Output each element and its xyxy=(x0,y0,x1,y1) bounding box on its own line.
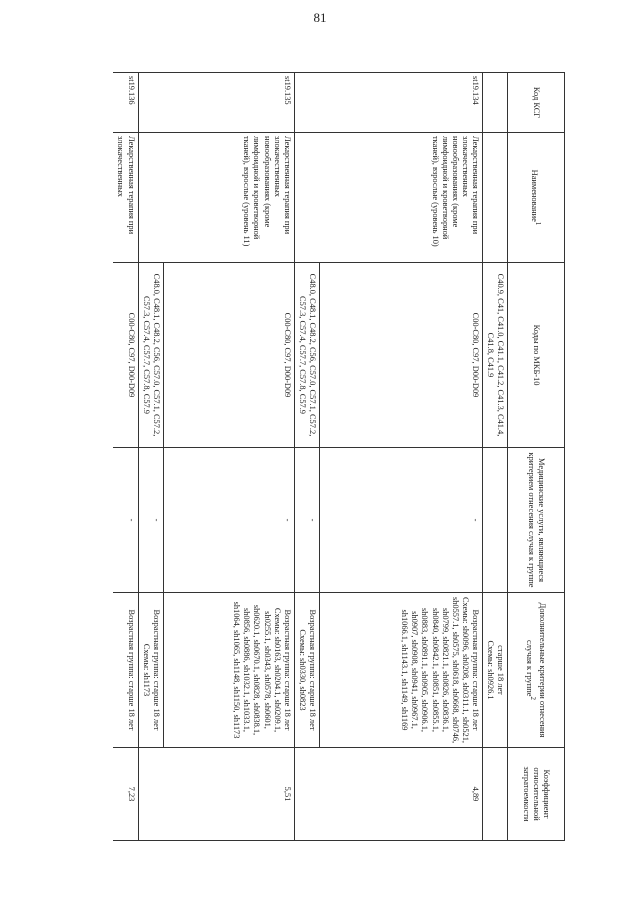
cell-icd: C48.0, C48.1, C48.2, C56, C57.0, C57.1, C57.2, C57.3, C57.4, C57.7, C57.8, C57.9 xyxy=(294,263,319,448)
criteria-text: старше 18 лет Схемы: sh0926.1 xyxy=(485,640,505,700)
criteria-text: Возрастная группа: старше 18 лет Схемы: sh0096, sh0208, sh0311.1, sh0521, sh0557.1, sh0575, sh0618, sh0668, sh0746, sh0799, sh0821.1, sh0826, sh0836.1, sh0840, sh0842.1, sh0851, sh0855.1, sh0883, sh0891.1, sh0905, sh0906.1, sh0907, sh0908, sh0941, sh0967.1, sh1066.1, sh1143.1, sh1149, sh1169 xyxy=(400,596,480,744)
cell-name: Лекарственная терапия при злокачественных xyxy=(113,133,138,263)
cell-criteria xyxy=(294,593,319,748)
cell-criteria xyxy=(113,593,138,748)
criteria-text: Возрастная группа: старше 18 лет Схемы: sh1173 xyxy=(141,609,161,731)
cell-code: st19.135 xyxy=(138,73,294,133)
table-row xyxy=(319,73,482,841)
header-coef: Коэффициент относительной затратоемкости xyxy=(508,748,565,841)
cell-icd: C48.0, C48.1, C48.2, C56, C57.0, C57.1, C57.2, C57.3, C57.4, C57.7, C57.8, C57.9 xyxy=(138,263,163,448)
header-criteria-text: Дополнительные критерии отнесения случая к группе xyxy=(525,602,548,738)
header-code: Код КСГ xyxy=(508,73,565,133)
cell-coef: 4,89 xyxy=(294,748,482,841)
cell-services: - xyxy=(163,448,294,593)
header-name-footnote: 1 xyxy=(534,221,543,226)
cell-criteria xyxy=(138,593,163,748)
ksg-table-rotated xyxy=(71,72,565,840)
cell-coef xyxy=(482,748,507,841)
header-criteria-footnote: 2 xyxy=(529,696,538,700)
cell-coef: 5,51 xyxy=(138,748,294,841)
cell-name: Лекарственная терапия при злокачественных новообразованиях (кроме лимфоидной и кроветворной тканей), взрослые (уровень 10) xyxy=(294,133,482,263)
cell-code: st19.134 xyxy=(294,73,482,133)
cell-name: Лекарственная терапия при злокачественных новообразованиях (кроме лимфоидной и кроветворной тканей), взрослые (уровень 11) xyxy=(138,133,294,263)
cell-code xyxy=(482,73,507,133)
header-name-text: Наименование xyxy=(530,169,540,222)
table-row xyxy=(113,73,138,841)
cell-criteria xyxy=(163,593,294,748)
cell-name xyxy=(482,133,507,263)
header-criteria xyxy=(508,593,565,748)
header-services: Медицинские услуги, являющиеся критерием отнесения случая к группе xyxy=(508,448,565,593)
cell-services: - xyxy=(113,448,138,593)
cell-icd: C00-C80, C97, D00-D09 xyxy=(113,263,138,448)
cell-services: - xyxy=(319,448,482,593)
criteria-text: Возрастная группа: старше 18 лет xyxy=(126,609,136,731)
criteria-text: Возрастная группа: старше 18 лет Схемы: sh0330, sh0823 xyxy=(297,609,317,731)
criteria-text: Возрастная группа: старше 18 лет Схемы: sh0163, sh0204.1, sh0209.1, sh0255.1, sh0343, sh0578, sh0601, sh0620.1, sh0670.1, sh0828, sh0838.1, sh0856, sh0886, sh1032.1, sh1033.1, sh1064, sh1065, sh1148, sh1150, sh1173 xyxy=(232,601,292,739)
cell-criteria xyxy=(319,593,482,748)
header-name xyxy=(508,133,565,263)
page-number: 81 xyxy=(313,10,327,25)
cell-coef: 7,23 xyxy=(113,748,138,841)
table-row xyxy=(163,73,294,841)
ksg-table xyxy=(113,72,565,841)
cell-icd: C40.9, C41, C41.0, C41.1, C41.2, C41.3, C41.4, C41.8, C41.9 xyxy=(482,263,507,448)
cell-services: - xyxy=(138,448,163,593)
cell-criteria xyxy=(482,593,507,748)
cell-services xyxy=(482,448,507,593)
cell-code: st19.136 xyxy=(113,73,138,133)
cell-icd: C00-C80, C97, D00-D09 xyxy=(319,263,482,448)
table-row xyxy=(482,73,507,841)
header-icd: Коды по МКБ-10 xyxy=(508,263,565,448)
table-header-row xyxy=(508,73,565,841)
cell-services: - xyxy=(294,448,319,593)
cell-icd: C00-C80, C97, D00-D09 xyxy=(163,263,294,448)
